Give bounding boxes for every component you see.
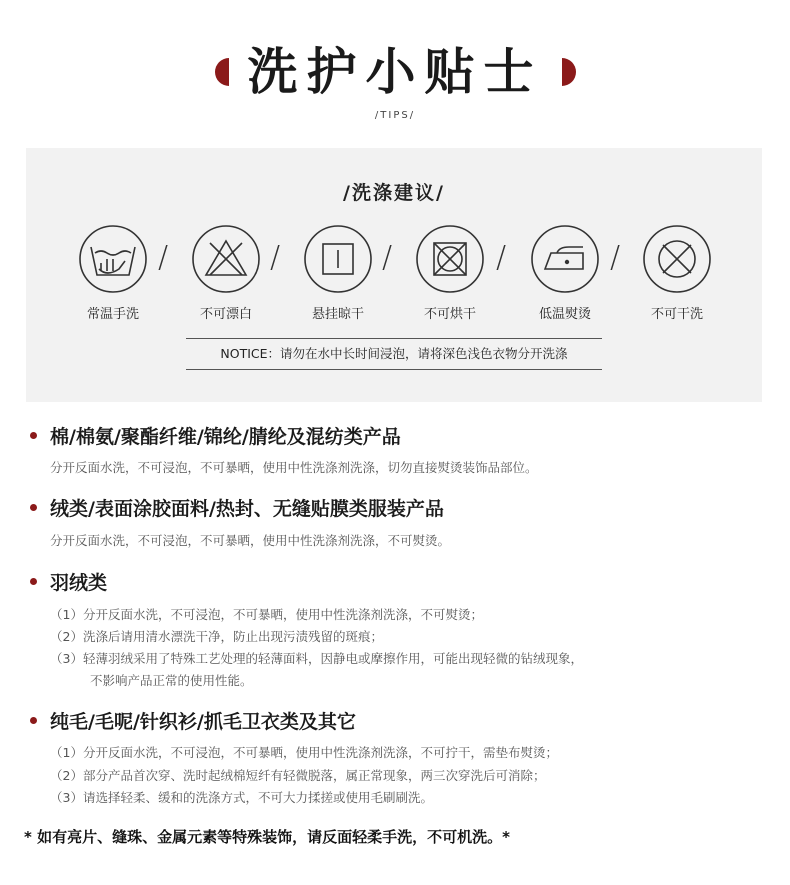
- care-item-no-tumble-dry: [400, 223, 500, 322]
- separator: /: [382, 240, 393, 275]
- section-text: （2）部分产品首次穿、洗时起绒棉短纤有轻微脱落，属正常现象，两三次穿洗后可消除；: [50, 768, 546, 783]
- section-heading: 羽绒类: [50, 572, 108, 594]
- footer-note: * 如有亮片、缝珠、金属元素等特殊装饰，请反面轻柔手洗，不可机洗。*: [24, 828, 510, 846]
- care-item-low-iron: [515, 223, 615, 322]
- section-heading: 纯毛/毛呢/针织衫/抓毛卫衣类及其它: [50, 711, 356, 733]
- care-label: 常温手洗: [86, 307, 139, 322]
- section-text: （3）轻薄羽绒采用了特殊工艺处理的轻薄面料，因静电或摩擦作用，可能出现轻微的钻绒现象，: [50, 651, 583, 666]
- separator: /: [158, 240, 169, 275]
- no-tumble-dry-icon: [414, 223, 486, 295]
- care-title: /洗涤建议/: [343, 182, 445, 204]
- notice-banner: NOTICE：请勿在水中长时间浸泡，请将深色浅色衣物分开洗涤: [186, 338, 602, 370]
- separator: /: [610, 240, 621, 275]
- separator: /: [496, 240, 507, 275]
- half-dot-right-icon: [560, 58, 576, 86]
- page-title: 洗护小贴士: [247, 43, 543, 101]
- section-bullet-icon: [30, 432, 37, 439]
- section-heading: 棉/棉氨/聚酯纤维/锦纶/腈纶及混纺类产品: [50, 426, 401, 448]
- section-text: 分开反面水洗，不可浸泡，不可暴晒，使用中性洗涤剂洗涤，不可熨烫。: [50, 533, 451, 548]
- section-text: （2）洗涤后请用清水漂洗干净，防止出现污渍残留的斑痕；: [50, 629, 383, 644]
- page-header: [0, 0, 790, 140]
- separator: /: [270, 240, 281, 275]
- care-label: 不可烘干: [423, 307, 476, 322]
- no-dry-clean-icon: [641, 223, 713, 295]
- section-bullet-icon: [30, 504, 37, 511]
- no-bleach-icon: [190, 223, 262, 295]
- section-text: 分开反面水洗，不可浸泡，不可暴晒，使用中性洗涤剂洗涤，切勿直接熨烫装饰品部位。: [50, 460, 538, 475]
- care-instructions-panel: [26, 148, 762, 402]
- low-iron-icon: [529, 223, 601, 295]
- care-item-line-dry: [288, 223, 388, 322]
- section-text: （3）请选择轻柔、缓和的洗涤方式，不可大力揉搓或使用毛刷刷洗。: [50, 790, 433, 805]
- hand-wash-icon: [77, 223, 149, 295]
- care-label: 不可漂白: [199, 307, 252, 322]
- care-label: 不可干洗: [650, 307, 703, 322]
- care-item-no-bleach: [176, 223, 276, 322]
- section-bullet-icon: [30, 717, 37, 724]
- care-item-hand-wash: [63, 223, 163, 322]
- page-subtitle: /TIPS/: [374, 110, 416, 121]
- care-label: 低温熨烫: [538, 307, 591, 322]
- line-dry-icon: [302, 223, 374, 295]
- section-text: （1）分开反面水洗，不可浸泡，不可暴晒，使用中性洗涤剂洗涤，不可熨烫；: [50, 607, 483, 622]
- section-text: 不影响产品正常的使用性能。: [90, 673, 253, 688]
- care-item-no-dry-clean: [627, 223, 727, 322]
- section-text: （1）分开反面水洗，不可浸泡，不可暴晒，使用中性洗涤剂洗涤，不可拧干，需垫布熨烫；: [50, 745, 558, 760]
- care-label: 悬挂晾干: [311, 307, 364, 322]
- section-heading: 绒类/表面涂胶面料/热封、无缝贴膜类服装产品: [50, 498, 444, 520]
- section-bullet-icon: [30, 578, 37, 585]
